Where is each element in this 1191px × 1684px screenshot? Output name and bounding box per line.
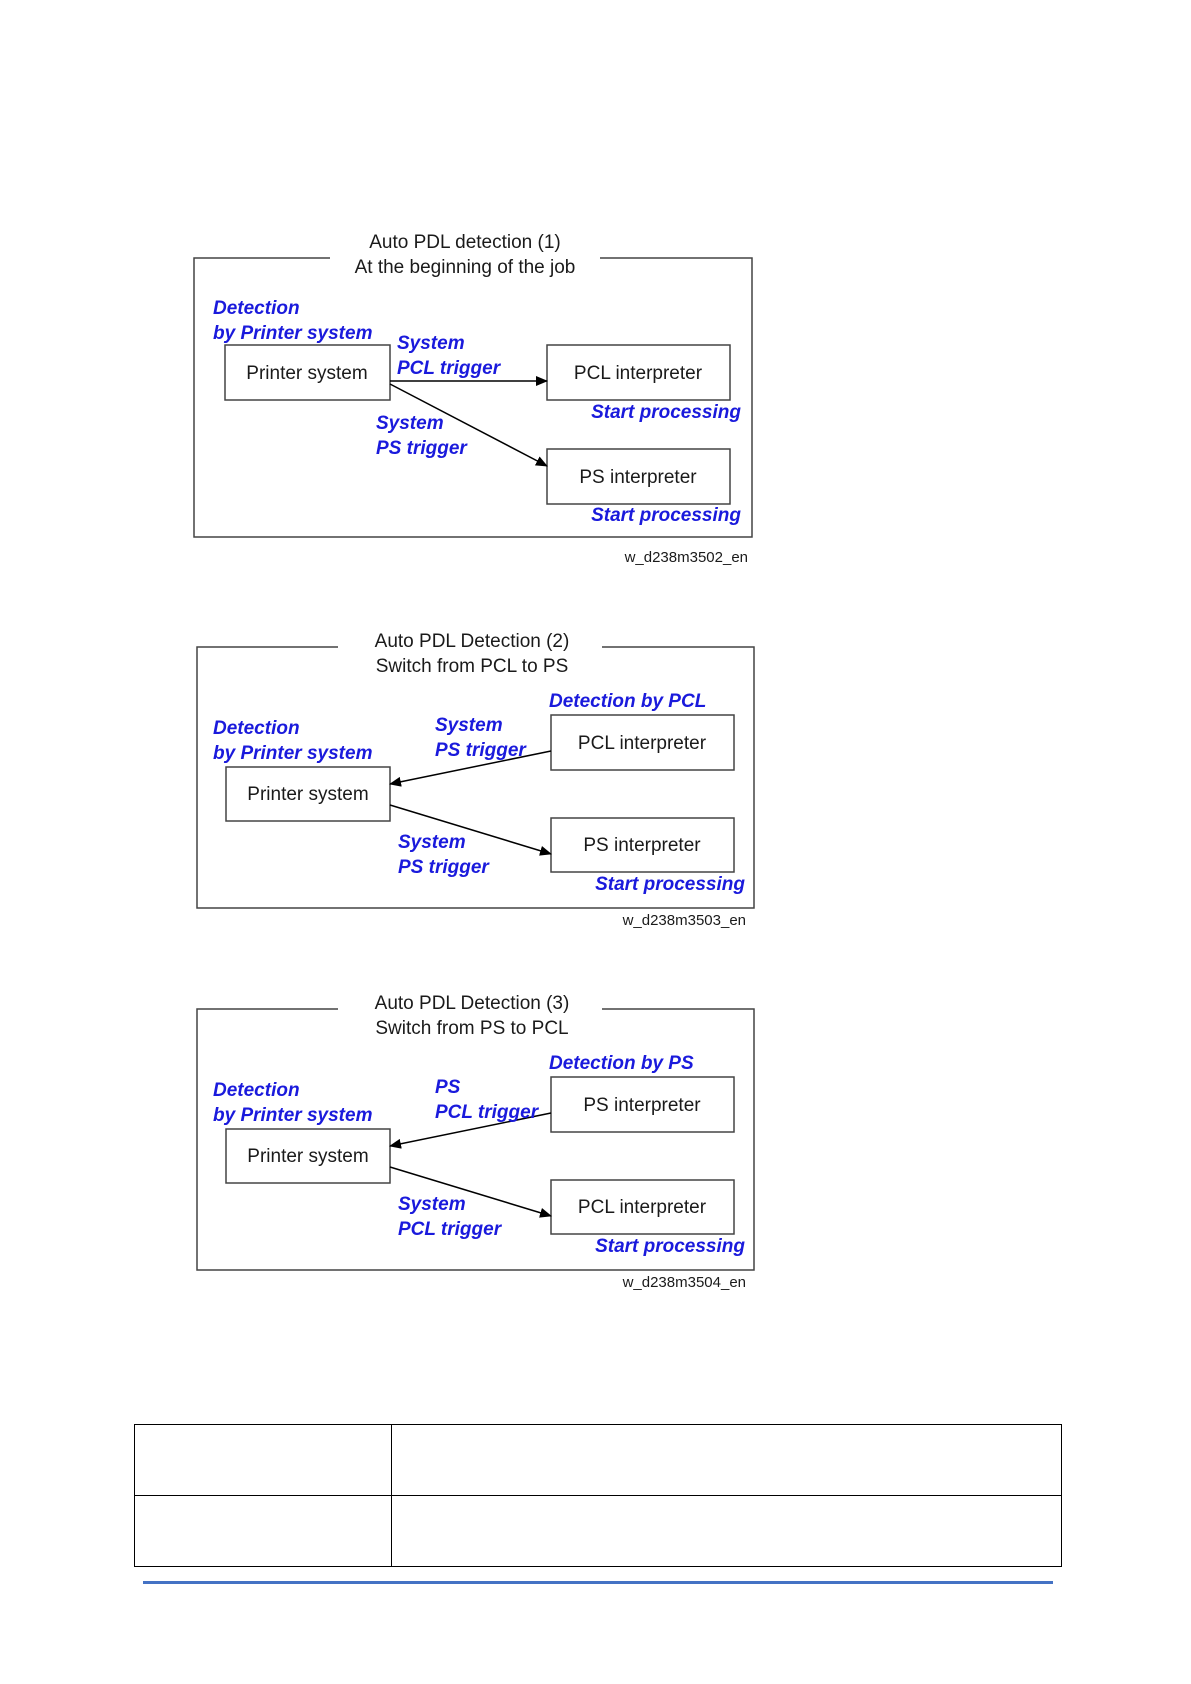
diagram-3-lower-status: Start processing bbox=[595, 1236, 745, 1257]
diagram-1-arrow-b-line1: System bbox=[376, 413, 444, 434]
diagram-2-lower-interpreter-label: PS interpreter bbox=[583, 835, 701, 856]
diagram-1-arrow-a-line1: System bbox=[397, 333, 465, 354]
diagram-2-detection-line2: by Printer system bbox=[213, 743, 373, 764]
diagram-3-printer-system-label: Printer system bbox=[247, 1146, 369, 1167]
diagram-3-title-line1: Auto PDL Detection (3) bbox=[374, 993, 570, 1014]
diagram-3-detection-line2: by Printer system bbox=[213, 1105, 373, 1126]
diagram-1-title-line2: At the beginning of the job bbox=[354, 257, 576, 278]
empty-table bbox=[134, 1424, 1062, 1567]
diagram-3-title-line2: Switch from PS to PCL bbox=[375, 1018, 569, 1039]
diagram-1-arrow-b-line2: PS trigger bbox=[376, 438, 467, 459]
diagram-3-upper-interpreter-box bbox=[551, 1077, 734, 1132]
diagram-2-detected-by: Detection by PCL bbox=[549, 691, 707, 712]
diagram-2-figure-id: w_d238m3503_en bbox=[622, 912, 746, 929]
diagram-1-upper-interpreter-box bbox=[547, 345, 730, 400]
diagram-2-title-line1: Auto PDL Detection (2) bbox=[374, 631, 570, 652]
diagram-2-printer-system-box bbox=[226, 767, 390, 821]
diagram-1-title-line1: Auto PDL detection (1) bbox=[369, 232, 561, 253]
diagram-2-lower-status: Start processing bbox=[595, 874, 745, 895]
table-cell bbox=[135, 1496, 392, 1567]
diagram-3-lower-interpreter-label: PCL interpreter bbox=[577, 1197, 707, 1218]
diagram-3-figure-id: w_d238m3504_en bbox=[622, 1274, 746, 1291]
diagram-2-printer-system-label: Printer system bbox=[247, 784, 369, 805]
diagram-1-lower-interpreter-box bbox=[547, 449, 730, 504]
diagram-1-figure-id: w_d238m3502_en bbox=[624, 549, 748, 566]
diagram-2-title-line2: Switch from PCL to PS bbox=[375, 656, 569, 677]
diagram-3-printer-system-box bbox=[226, 1129, 390, 1183]
diagram-2-detection-line1: Detection bbox=[213, 718, 300, 739]
diagram-3-detected-by: Detection by PS bbox=[549, 1053, 694, 1074]
diagram-3-arrow-b-line2: PCL trigger bbox=[398, 1219, 502, 1240]
diagram-3-upper-interpreter-label: PS interpreter bbox=[583, 1095, 701, 1116]
table-cell bbox=[392, 1425, 1062, 1496]
diagram-3-arrow-a-line1: PS bbox=[435, 1077, 461, 1098]
diagram-2-upper-interpreter-label: PCL interpreter bbox=[577, 733, 707, 754]
diagram-2 bbox=[197, 631, 754, 929]
table-cell bbox=[135, 1425, 392, 1496]
diagram-3-arrow-a-line2: PCL trigger bbox=[435, 1102, 539, 1123]
diagram-1-detection-line2: by Printer system bbox=[213, 323, 373, 344]
diagram-1-upper-status: Start processing bbox=[591, 402, 741, 423]
diagram-2-upper-interpreter-box bbox=[551, 715, 734, 770]
table-cell bbox=[392, 1496, 1062, 1567]
diagram-1-upper-interpreter-label: PCL interpreter bbox=[573, 363, 703, 384]
diagram-2-arrow-a-line2: PS trigger bbox=[435, 740, 526, 761]
diagram-1-lower-interpreter-label: PS interpreter bbox=[579, 467, 697, 488]
diagram-2-arrow-b-line2: PS trigger bbox=[398, 857, 489, 878]
diagram-1-printer-system-label: Printer system bbox=[246, 363, 368, 384]
table-row bbox=[135, 1496, 1062, 1567]
diagram-1-printer-system-box bbox=[225, 345, 390, 400]
diagram-2-lower-interpreter-box bbox=[551, 818, 734, 872]
diagram-3-detection-line1: Detection bbox=[213, 1080, 300, 1101]
diagram-2-arrow-a-line1: System bbox=[435, 715, 503, 736]
diagram-3-lower-interpreter-box bbox=[551, 1180, 734, 1234]
diagram-3 bbox=[197, 993, 754, 1291]
diagram-2-arrow-b-line1: System bbox=[398, 832, 466, 853]
table-row bbox=[135, 1425, 1062, 1496]
footer-rule bbox=[143, 1581, 1053, 1584]
diagram-3-arrow-b-line1: System bbox=[398, 1194, 466, 1215]
diagram-1-detection-line1: Detection bbox=[213, 298, 300, 319]
diagram-1 bbox=[194, 232, 752, 566]
diagram-1-arrow-a-line2: PCL trigger bbox=[397, 358, 501, 379]
diagram-1-lower-status: Start processing bbox=[591, 505, 741, 526]
